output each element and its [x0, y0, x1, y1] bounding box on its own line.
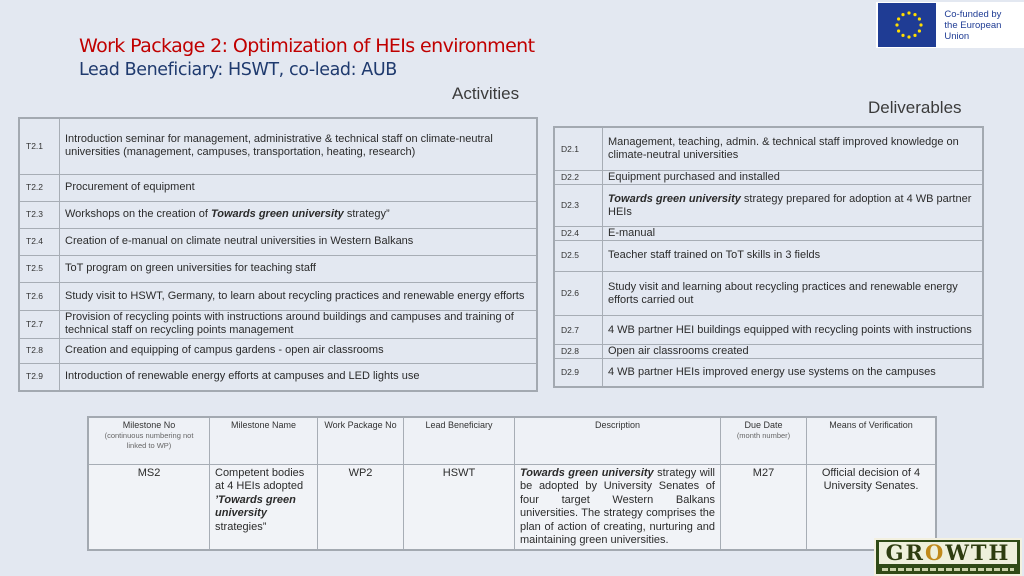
deliverable-code: D2.8 — [554, 344, 603, 358]
growth-logo-pre: GR — [885, 540, 926, 565]
activity-row — [19, 338, 537, 363]
deliverable-text: E-manual — [603, 227, 984, 241]
growth-logo — [874, 538, 1022, 576]
milestone-due-date: M27 — [721, 465, 807, 551]
page-title: Work Package 2: Optimization of HEIs environment — [79, 35, 535, 57]
deliverable-code: D2.2 — [554, 171, 603, 185]
milestone-name-pre: Competent bodies at 4 HEIs adopted — [215, 467, 305, 493]
growth-logo-ring: O — [925, 540, 946, 565]
deliverable-code: D2.3 — [554, 185, 603, 227]
deliverable-text: Teacher staff trained on ToT skills in 3 fields — [603, 241, 984, 271]
activity-code: T2.6 — [19, 282, 60, 310]
deliverable-row — [554, 185, 983, 227]
page-subtitle: Lead Beneficiary: HSWT, co-lead: AUB — [79, 60, 397, 80]
milestone-name-emphasis: ’Towards green university — [215, 493, 296, 520]
activity-text-post: strategy” — [343, 208, 390, 220]
activity-code: T2.9 — [19, 363, 60, 391]
header-milestone-no-note: (continuous numbering not linked to WP) — [104, 431, 194, 450]
activity-text: Procurement of equipment — [60, 174, 538, 201]
header-due-date — [721, 417, 807, 465]
header-description: Description — [515, 417, 721, 465]
activity-code: T2.1 — [19, 118, 60, 174]
header-milestone-no — [88, 417, 210, 465]
milestone-description-emphasis: Towards green university — [520, 467, 654, 479]
deliverables-heading: Deliverables — [868, 98, 962, 117]
header-milestone-no-label: Milestone No — [122, 420, 176, 430]
eu-logo-line1: Co-funded by — [944, 8, 1002, 20]
activity-text-emphasis: Towards green university — [210, 208, 344, 220]
eu-logo-line2: the European Union — [944, 19, 1002, 42]
activity-row — [19, 310, 537, 338]
eu-flag-icon — [878, 3, 936, 47]
deliverable-text: Equipment purchased and installed — [603, 171, 984, 185]
activity-row — [19, 201, 537, 228]
header-milestone-name: Milestone Name — [210, 417, 318, 465]
milestones-table — [87, 416, 937, 551]
activity-code: T2.4 — [19, 228, 60, 255]
activity-code: T2.8 — [19, 338, 60, 363]
deliverable-code: D2.4 — [554, 227, 603, 241]
title-block — [79, 34, 534, 82]
activity-row — [19, 228, 537, 255]
deliverables-table — [553, 126, 984, 388]
activity-text: Introduction of renewable energy efforts at campuses and LED lights use — [60, 363, 538, 391]
growth-logo-post: WTH — [945, 540, 1011, 565]
milestones-header-row — [88, 417, 936, 465]
activity-row — [19, 282, 537, 310]
activity-row — [19, 363, 537, 391]
activity-text: Introduction seminar for management, administrative & technical staff on climate-neutral universities (management, campuses, transportation, heating, research) — [60, 118, 538, 174]
milestone-description-post: strategy will be adopted by University Senates of four target Western Balkans universities. The strategy comprises the plan of action of creating, nurturing and maintaining green universities. — [520, 467, 715, 547]
activity-code: T2.3 — [19, 201, 60, 228]
deliverable-text: 4 WB partner HEIs improved energy use systems on the campuses — [603, 359, 984, 387]
header-due-date-note: (month number) — [736, 431, 791, 440]
deliverable-text-post: strategy prepared for adoption at 4 WB partner HEIs — [608, 192, 972, 218]
deliverable-code: D2.5 — [554, 241, 603, 271]
milestone-description — [515, 465, 721, 551]
activity-code: T2.7 — [19, 310, 60, 338]
deliverable-text: Management, teaching, admin. & technical staff improved knowledge on climate-neutral universities — [603, 127, 984, 171]
activity-text: Creation of e-manual on climate neutral universities in Western Balkans — [60, 228, 538, 255]
deliverable-row — [554, 227, 983, 241]
deliverable-text-emphasis: Towards green university — [608, 192, 741, 205]
deliverable-row — [554, 241, 983, 271]
deliverable-row — [554, 316, 983, 344]
deliverable-code: D2.1 — [554, 127, 603, 171]
milestone-work-package: WP2 — [318, 465, 404, 551]
deliverable-text: Study visit and learning about recycling practices and renewable energy efforts carried out — [603, 271, 984, 316]
deliverable-row — [554, 271, 983, 316]
deliverable-code: D2.7 — [554, 316, 603, 344]
deliverable-text: Open air classrooms created — [603, 344, 984, 358]
milestone-means: Official decision of 4 University Senates. — [807, 465, 937, 551]
deliverable-row — [554, 359, 983, 387]
header-means-of-verification: Means of Verification — [807, 417, 937, 465]
deliverable-row — [554, 171, 983, 185]
deliverable-row — [554, 127, 983, 171]
deliverable-text: 4 WB partner HEI buildings equipped with recycling points with instructions — [603, 316, 984, 344]
growth-logo-strip — [882, 568, 1014, 571]
activity-text-pre: Workshops on the creation of — [65, 208, 211, 220]
deliverable-code: D2.9 — [554, 359, 603, 387]
header-work-package: Work Package No — [318, 417, 404, 465]
deliverable-text — [603, 185, 984, 227]
milestone-row — [88, 465, 936, 551]
activity-code: T2.2 — [19, 174, 60, 201]
activities-heading: Activities — [452, 84, 520, 103]
activity-code: T2.5 — [19, 255, 60, 282]
milestone-name-post: strategies” — [215, 520, 267, 533]
activity-row — [19, 118, 537, 174]
header-lead-beneficiary: Lead Beneficiary — [404, 417, 515, 465]
activity-text: Creation and equipping of campus gardens - open air classrooms — [60, 338, 538, 363]
milestone-no: MS2 — [88, 465, 210, 551]
eu-cofunded-logo — [876, 2, 1024, 48]
activity-text: Provision of recycling points with instructions around buildings and campuses and training of technical staff on recycling points management — [60, 310, 538, 338]
eu-logo-text — [944, 9, 1024, 42]
milestone-lead: HSWT — [404, 465, 515, 551]
activity-text: Study visit to HSWT, Germany, to learn about recycling practices and renewable energy efforts — [60, 282, 538, 310]
deliverable-row — [554, 344, 983, 358]
milestone-name — [210, 465, 318, 551]
deliverable-code: D2.6 — [554, 271, 603, 316]
activity-text — [60, 201, 538, 228]
activity-row — [19, 174, 537, 201]
header-due-date-label: Due Date — [744, 420, 783, 430]
activities-table — [18, 117, 538, 392]
activity-row — [19, 255, 537, 282]
growth-logo-wordmark — [879, 542, 1017, 564]
activity-text: ToT program on green universities for teaching staff — [60, 255, 538, 282]
